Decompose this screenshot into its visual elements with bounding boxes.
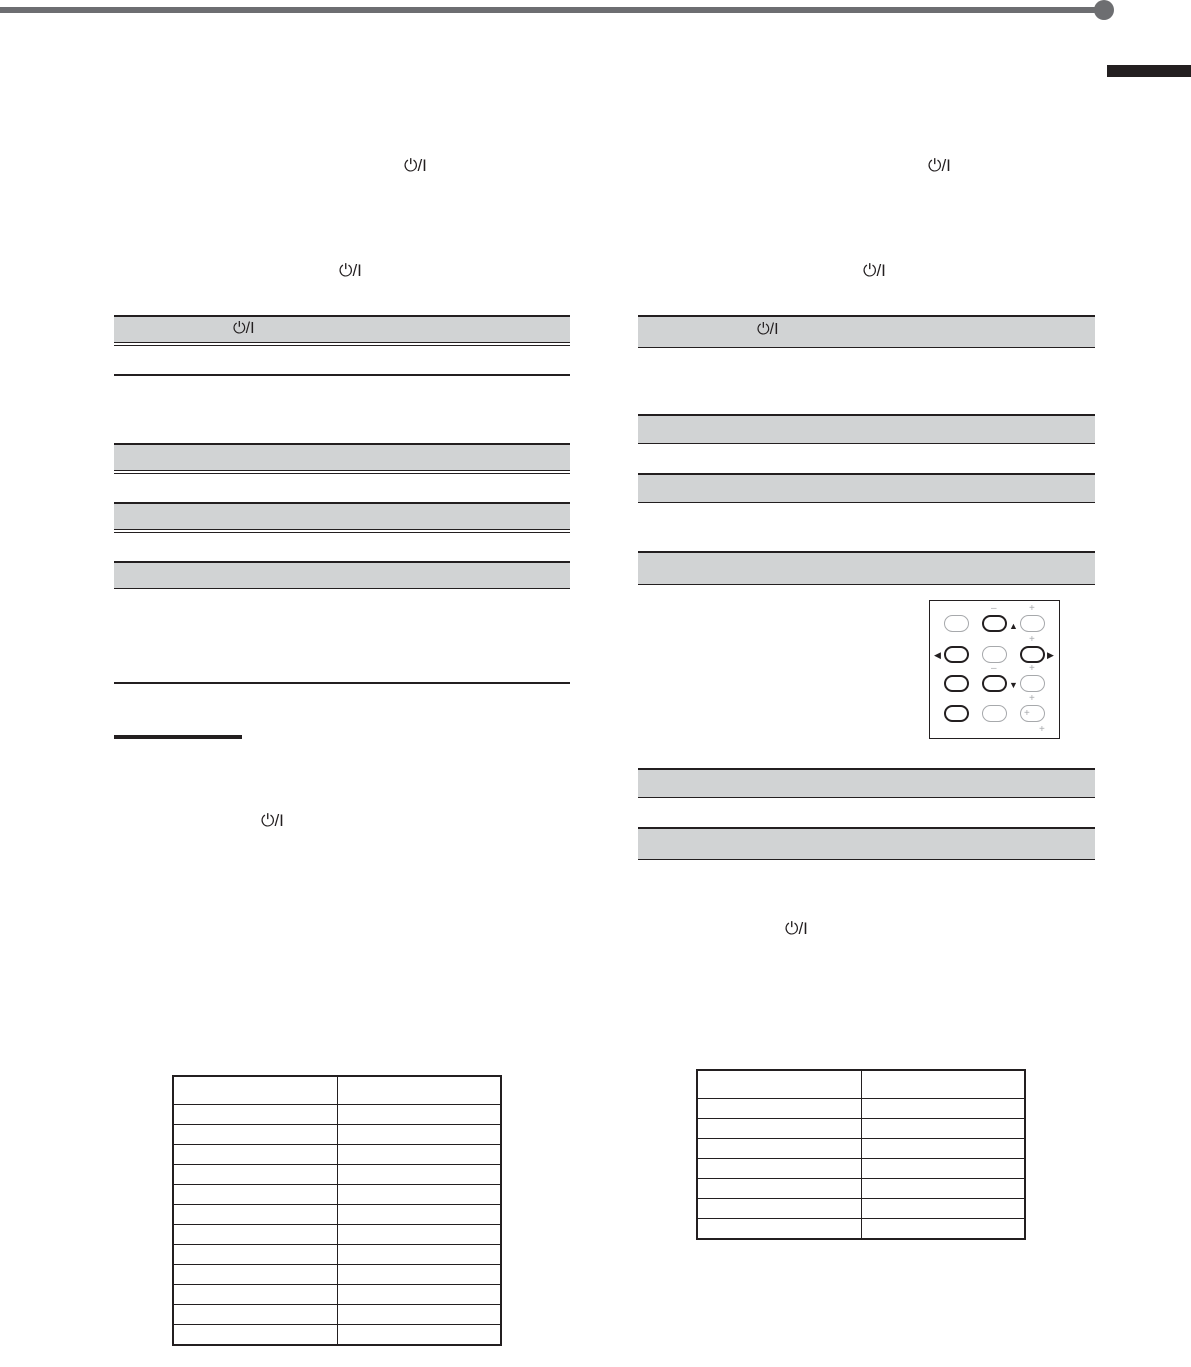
table-cell: [697, 1070, 862, 1099]
left-section-band-2: [114, 443, 570, 471]
minus-icon: –: [991, 603, 997, 614]
remote-button: [944, 675, 969, 692]
table-cell: [338, 1245, 502, 1265]
table-cell: [338, 1285, 502, 1305]
down-arrow-icon: ▼: [1009, 680, 1018, 690]
table-cell: [338, 1165, 502, 1185]
table-cell: [338, 1205, 502, 1225]
remote-button: [1020, 675, 1045, 692]
power-icon: ⏻/I: [863, 261, 886, 280]
table-cell: [862, 1139, 1026, 1159]
table-row: [173, 1245, 501, 1265]
table-cell: [173, 1076, 338, 1105]
table-row: [697, 1139, 1025, 1159]
table-cell: [173, 1305, 338, 1325]
table-row: [173, 1305, 501, 1325]
table-row: [173, 1265, 501, 1285]
table-cell: [338, 1125, 502, 1145]
divider: [114, 682, 570, 684]
left-section-band-4: [114, 561, 570, 589]
divider: [114, 473, 570, 474]
table-cell: [862, 1070, 1026, 1099]
table-cell: [862, 1179, 1026, 1199]
plus-icon: +: [1039, 724, 1045, 735]
table-row: [173, 1285, 501, 1305]
right-section-band-6: [638, 827, 1095, 860]
plus-icon: +: [1029, 634, 1035, 645]
right-section-band-2: [638, 414, 1095, 444]
table-cell: [697, 1139, 862, 1159]
table-row: [173, 1185, 501, 1205]
table-cell: [338, 1105, 502, 1125]
table-cell: [173, 1125, 338, 1145]
table-row: [173, 1165, 501, 1185]
table-row: [697, 1099, 1025, 1119]
remote-button: [1020, 615, 1045, 632]
left-section-band-3: [114, 502, 570, 530]
power-icon: ⏻/I: [757, 321, 779, 338]
right-section-band-3: [638, 473, 1095, 503]
subheading-underline: [114, 735, 242, 739]
power-icon: ⏻/I: [233, 320, 255, 337]
left-arrow-icon: ◀: [934, 650, 941, 660]
remote-button: [982, 646, 1007, 663]
table-cell: [173, 1165, 338, 1185]
table-cell: [697, 1219, 862, 1240]
remote-button-diagram: [929, 600, 1060, 739]
header-rule-endcap: [1094, 0, 1114, 20]
divider: [114, 374, 570, 376]
remote-button: [944, 615, 969, 632]
table-cell: [697, 1159, 862, 1179]
table-cell: [338, 1265, 502, 1285]
table-row: [173, 1125, 501, 1145]
minus-icon: –: [991, 663, 997, 674]
table-cell: [862, 1159, 1026, 1179]
table-cell: [338, 1185, 502, 1205]
table-header-row: [697, 1070, 1025, 1099]
right-section-band-4: [638, 551, 1095, 585]
table-cell: [173, 1325, 338, 1346]
power-icon: ⏻/I: [339, 261, 362, 280]
table-row: [697, 1179, 1025, 1199]
table-cell: [338, 1225, 502, 1245]
right-section-band-5: [638, 768, 1095, 798]
table-row: [173, 1145, 501, 1165]
plus-icon: +: [1029, 693, 1035, 704]
language-tab-marker: [1107, 65, 1191, 77]
power-icon: ⏻/I: [785, 919, 808, 938]
table-cell: [862, 1099, 1026, 1119]
table-row: [173, 1205, 501, 1225]
table-cell: [173, 1245, 338, 1265]
table-cell: [697, 1099, 862, 1119]
table-cell: [173, 1105, 338, 1125]
left-section-band-1: [114, 315, 570, 343]
table-row: [697, 1119, 1025, 1139]
left-code-table: [172, 1075, 502, 1346]
table-cell: [173, 1205, 338, 1225]
table-row: [697, 1219, 1025, 1240]
header-rule: [0, 7, 1100, 13]
table-row: [173, 1225, 501, 1245]
divider: [114, 345, 570, 346]
table-cell: [338, 1076, 502, 1105]
up-arrow-icon: ▲: [1009, 621, 1018, 631]
table-row: [697, 1159, 1025, 1179]
table-cell: [173, 1185, 338, 1205]
remote-right-button: [1020, 646, 1045, 663]
divider: [114, 532, 570, 533]
power-icon: ⏻/I: [928, 156, 951, 175]
remote-button: [982, 705, 1007, 722]
plus-icon: +: [1024, 708, 1030, 719]
right-arrow-icon: ▶: [1047, 650, 1054, 660]
right-section-band-1: [638, 315, 1095, 348]
power-icon: ⏻/I: [261, 811, 284, 830]
remote-left-button: [944, 646, 969, 663]
right-code-table: [696, 1069, 1026, 1240]
table-cell: [338, 1305, 502, 1325]
remote-up-button: [982, 615, 1007, 632]
plus-icon: +: [1029, 603, 1035, 614]
table-cell: [173, 1145, 338, 1165]
table-row: [173, 1105, 501, 1125]
table-cell: [862, 1219, 1026, 1240]
table-cell: [862, 1119, 1026, 1139]
table-cell: [173, 1265, 338, 1285]
plus-icon: +: [1029, 663, 1035, 674]
table-row: [697, 1199, 1025, 1219]
table-cell: [338, 1325, 502, 1346]
table-cell: [338, 1145, 502, 1165]
table-cell: [697, 1119, 862, 1139]
table-cell: [173, 1225, 338, 1245]
remote-button: [944, 705, 969, 722]
table-cell: [173, 1285, 338, 1305]
table-header-row: [173, 1076, 501, 1105]
table-cell: [862, 1199, 1026, 1219]
table-cell: [697, 1199, 862, 1219]
power-icon: ⏻/I: [404, 156, 427, 175]
remote-down-button: [982, 675, 1007, 692]
table-cell: [697, 1179, 862, 1199]
table-row: [173, 1325, 501, 1346]
